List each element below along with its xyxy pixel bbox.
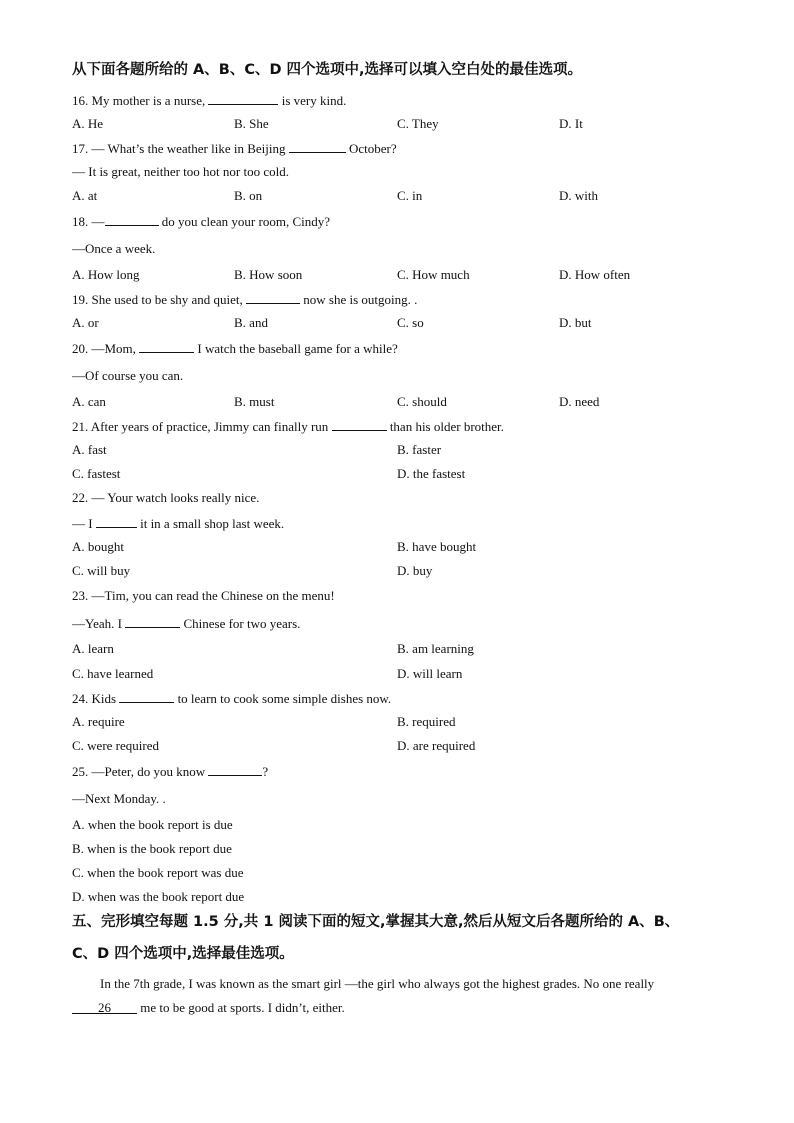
option-d: D. the fastest: [397, 466, 466, 481]
answer-blank: [119, 690, 174, 703]
question-23-stem: 23. —Tim, you can read the Chinese on the menu!: [72, 588, 335, 603]
option-d: D. are required: [397, 738, 476, 753]
answer-blank: [208, 763, 262, 776]
question-22-stem: 22. — Your watch looks really nice.: [72, 490, 260, 505]
question-25-stem: 25. —Peter, do you know ?: [72, 764, 269, 779]
option-a: A. require: [72, 714, 125, 729]
option-a: A. How long: [72, 267, 140, 282]
option-a: A. at: [72, 188, 98, 203]
answer-blank: [96, 515, 137, 528]
option-b: B. am learning: [397, 641, 474, 656]
question-25-reply: —Next Monday. .: [72, 791, 166, 806]
option-b: B. must: [234, 394, 275, 409]
option-d: D. It: [559, 116, 583, 131]
cloze-blank-number: 26: [98, 1000, 111, 1015]
option-a: A. when the book report is due: [72, 817, 233, 832]
option-c: C. will buy: [72, 563, 131, 578]
option-c: C. How much: [397, 267, 470, 282]
answer-blank: [125, 615, 180, 628]
passage-paragraph: In the 7th grade, I was known as the smart girl —the girl who always got the highest grades. No one really: [100, 976, 655, 991]
option-d: D. How often: [559, 267, 631, 282]
option-a: A. He: [72, 116, 104, 131]
section-heading-continued: C、D 四个选项中,选择最佳选项。: [72, 946, 294, 962]
answer-blank: [332, 418, 387, 431]
question-17-reply: — It is great, neither too hot nor too cold.: [72, 164, 289, 179]
option-c: C. in: [397, 188, 423, 203]
question-17-stem: 17. — What’s the weather like in Beijing October?: [72, 141, 397, 156]
option-a: A. bought: [72, 539, 124, 554]
option-c: C. fastest: [72, 466, 121, 481]
passage-paragraph-continued: ____26____ me to be good at sports. I didn’t, either.: [72, 1000, 345, 1015]
option-a: A. learn: [72, 641, 114, 656]
option-b: B. She: [234, 116, 269, 131]
option-d: D. buy: [397, 563, 433, 578]
option-c: C. were required: [72, 738, 159, 753]
question-18-stem: 18. — do you clean your room, Cindy?: [72, 214, 330, 229]
option-c: C. should: [397, 394, 447, 409]
option-d: D. with: [559, 188, 598, 203]
question-19-stem: 19. She used to be shy and quiet, now she is outgoing. .: [72, 292, 418, 307]
option-b: B. faster: [397, 442, 442, 457]
option-c: C. when the book report was due: [72, 865, 244, 880]
option-a: A. fast: [72, 442, 107, 457]
question-21-stem: 21. After years of practice, Jimmy can finally run than his older brother.: [72, 419, 504, 434]
option-a: A. can: [72, 394, 106, 409]
option-d: D. need: [559, 394, 600, 409]
answer-blank: [139, 340, 194, 353]
question-23-reply: —Yeah. I Chinese for two years.: [72, 616, 301, 631]
question-24-stem: 24. Kids to learn to cook some simple dishes now.: [72, 691, 392, 706]
section-heading: 从下面各题所给的 A、B、C、D 四个选项中,选择可以填入空白处的最佳选项。: [72, 62, 583, 78]
answer-blank: [246, 291, 300, 304]
option-b: B. when is the book report due: [72, 841, 232, 856]
question-16-stem: 16. My mother is a nurse, is very kind.: [72, 93, 347, 108]
option-c: C. They: [397, 116, 439, 131]
option-b: B. on: [234, 188, 263, 203]
question-20-reply: —Of course you can.: [72, 368, 184, 383]
option-d: D. will learn: [397, 666, 463, 681]
answer-blank: [289, 140, 346, 153]
option-b: B. and: [234, 315, 268, 330]
question-22-reply: — I it in a small shop last week.: [72, 516, 285, 531]
question-20-stem: 20. —Mom, I watch the baseball game for a while?: [72, 341, 398, 356]
option-b: B. required: [397, 714, 456, 729]
option-c: C. have learned: [72, 666, 154, 681]
option-c: C. so: [397, 315, 424, 330]
option-b: B. have bought: [397, 539, 477, 554]
option-d: D. when was the book report due: [72, 889, 245, 904]
answer-blank: [208, 92, 278, 105]
question-18-reply: —Once a week.: [72, 241, 156, 256]
option-b: B. How soon: [234, 267, 303, 282]
section-heading: 五、完形填空每题 1.5 分,共 1 阅读下面的短文,掌握其大意,然后从短文后各题所给的 A、B、: [72, 914, 680, 930]
option-d: D. but: [559, 315, 592, 330]
answer-blank: [105, 213, 159, 226]
option-a: A. or: [72, 315, 99, 330]
